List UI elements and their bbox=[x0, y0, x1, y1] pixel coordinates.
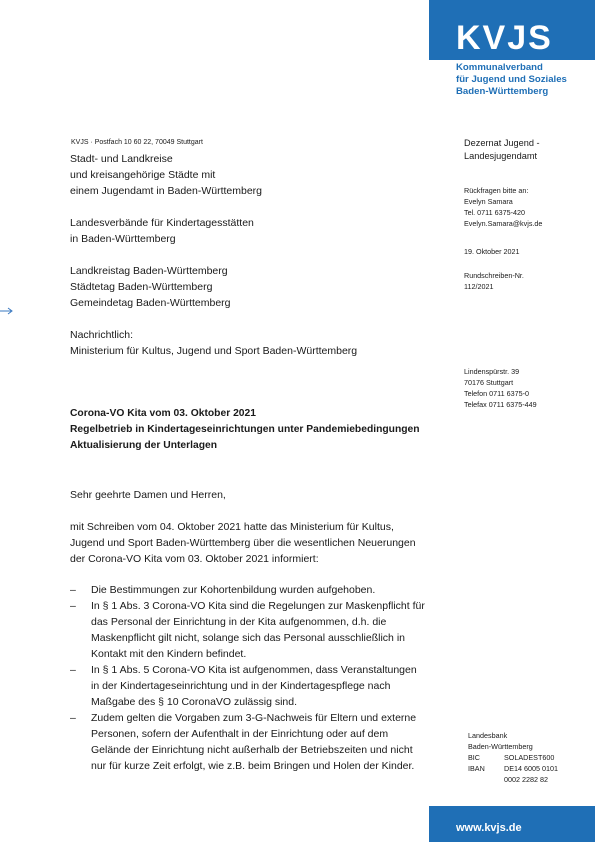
website-link[interactable]: www.kvjs.de bbox=[456, 822, 522, 834]
list-item-line: Maßgabe des § 10 CoronaVO zulässig sind. bbox=[91, 696, 298, 708]
list-item-line: In § 1 Abs. 3 Corona-VO Kita sind die Regelungen zur Maskenpflicht für bbox=[91, 600, 425, 612]
bank-name: Baden-Württemberg bbox=[468, 742, 533, 751]
contact-phone: Tel. 0711 6375-420 bbox=[464, 208, 526, 217]
address-line: einem Jugendamt in Baden-Württemberg bbox=[70, 185, 263, 197]
tagline-line: für Jugend und Soziales bbox=[456, 74, 567, 85]
contact-block bbox=[464, 185, 542, 229]
subject-line: Corona-VO Kita vom 03. Oktober 2021 bbox=[70, 408, 256, 419]
list-item-line: Gelände der Einrichtung nicht außerhalb der Betriebszeiten und nicht bbox=[91, 744, 413, 756]
list-item-line: In § 1 Abs. 5 Corona-VO Kita ist aufgenommen, dass Veranstaltungen bbox=[91, 664, 417, 676]
list-item bbox=[70, 598, 440, 662]
address-line: Ministerium für Kultus, Jugend und Sport Baden-Württemberg bbox=[70, 345, 358, 357]
sender-line: KVJS · Postfach 10 60 22, 70049 Stuttgart bbox=[71, 139, 203, 146]
contact-email: Evelyn.Samara@kvjs.de bbox=[464, 219, 543, 228]
list-item-line: in der Kindertageseinrichtung und in der Kindertagespflege nach bbox=[91, 680, 391, 692]
logo-tagline bbox=[456, 62, 567, 98]
address-line: Landesverbände für Kindertagesstätten bbox=[70, 217, 254, 229]
list-item-line: Die Bestimmungen zur Kohortenbildung wurden aufgehoben. bbox=[91, 584, 376, 596]
kvjs-logo: KVJS bbox=[456, 19, 553, 57]
arrow-right-icon bbox=[0, 307, 14, 317]
circular-value: 112/2021 bbox=[464, 282, 494, 291]
contact-name: Evelyn Samara bbox=[464, 197, 513, 206]
bank-name: Landesbank bbox=[468, 731, 508, 740]
iban-label: IBAN bbox=[468, 764, 485, 773]
list-item-line: Personen, sofern der Aufenthalt in der Einrichtung oder auf dem bbox=[91, 728, 389, 740]
bic-value: SOLADEST600 bbox=[504, 753, 555, 762]
list-item-line: Maskenpflicht gilt nicht, solange sich das Personal ausschließlich in bbox=[91, 632, 405, 644]
tagline-line: Kommunalverband bbox=[456, 62, 543, 73]
address-line: Landkreistag Baden-Württemberg bbox=[70, 265, 228, 277]
salutation: Sehr geehrte Damen und Herren, bbox=[70, 489, 226, 501]
intro-paragraph bbox=[70, 519, 440, 567]
bullet-dash: – bbox=[70, 664, 76, 676]
bullet-list bbox=[70, 582, 440, 774]
bullet-dash: – bbox=[70, 600, 76, 612]
iban-row bbox=[468, 763, 558, 774]
recipient-group bbox=[70, 151, 357, 199]
paragraph-line: mit Schreiben vom 04. Oktober 2021 hatte das Ministerium für Kultus, bbox=[70, 521, 394, 533]
letter-date: 19. Oktober 2021 bbox=[464, 247, 520, 256]
bic-label: BIC bbox=[468, 753, 480, 762]
bullet-dash: – bbox=[70, 712, 76, 724]
address-city: 70176 Stuttgart bbox=[464, 378, 514, 387]
address-line: Stadt- und Landkreise bbox=[70, 153, 173, 165]
address-line: Städtetag Baden-Württemberg bbox=[70, 281, 213, 293]
department-line: Landesjugendamt bbox=[464, 151, 538, 161]
recipient-group bbox=[70, 215, 357, 247]
address-fax: Telefax 0711 6375-449 bbox=[464, 400, 537, 409]
list-item-line: Zudem gelten die Vorgaben zum 3-G-Nachweis für Eltern und externe bbox=[91, 712, 417, 724]
circular-number bbox=[464, 270, 524, 292]
list-item-line: das Personal der Einrichtung in der Kita aufgenommen, d.h. die bbox=[91, 616, 387, 628]
bank-details bbox=[468, 730, 558, 785]
list-item bbox=[70, 710, 440, 774]
bullet-dash: – bbox=[70, 584, 76, 596]
subject-line: Aktualisierung der Unterlagen bbox=[70, 440, 218, 451]
address-line: in Baden-Württemberg bbox=[70, 233, 176, 245]
tagline-line: Baden-Württemberg bbox=[456, 86, 549, 97]
recipient-group-cc bbox=[70, 327, 357, 359]
recipient-address-block bbox=[70, 151, 357, 375]
iban-row-cont bbox=[468, 774, 558, 785]
list-item-line: Kontakt mit den Kindern befindet. bbox=[91, 648, 247, 660]
contact-label: Rückfragen bitte an: bbox=[464, 186, 529, 195]
department bbox=[464, 137, 540, 163]
address-line: Gemeindetag Baden-Württemberg bbox=[70, 297, 231, 309]
iban-value: 0002 2282 82 bbox=[504, 775, 548, 784]
bic-row bbox=[468, 752, 558, 763]
paragraph-line: der Corona-VO Kita vom 03. Oktober 2021 informiert: bbox=[70, 553, 319, 565]
subject-line: Regelbetrieb in Kindertageseinrichtungen unter Pandemiebedingungen bbox=[70, 424, 420, 435]
list-item-line: nur für kurze Zeit erfolgt, wie z.B. beim Bringen und Holen der Kinder. bbox=[91, 760, 415, 772]
list-item bbox=[70, 662, 440, 710]
address-line: Nachrichtlich: bbox=[70, 329, 134, 341]
address-street: Lindenspürstr. 39 bbox=[464, 367, 520, 376]
recipient-group bbox=[70, 263, 357, 311]
circular-label: Rundschreiben-Nr. bbox=[464, 271, 524, 280]
office-address bbox=[464, 366, 537, 410]
address-line: und kreisangehörige Städte mit bbox=[70, 169, 216, 181]
department-line: Dezernat Jugend - bbox=[464, 138, 540, 148]
iban-value: DE14 6005 0101 bbox=[504, 764, 558, 773]
subject-block bbox=[70, 406, 420, 454]
list-item bbox=[70, 582, 440, 598]
paragraph-line: Jugend und Sport Baden-Württemberg über die wesentlichen Neuerungen bbox=[70, 537, 416, 549]
address-phone: Telefon 0711 6375-0 bbox=[464, 389, 530, 398]
